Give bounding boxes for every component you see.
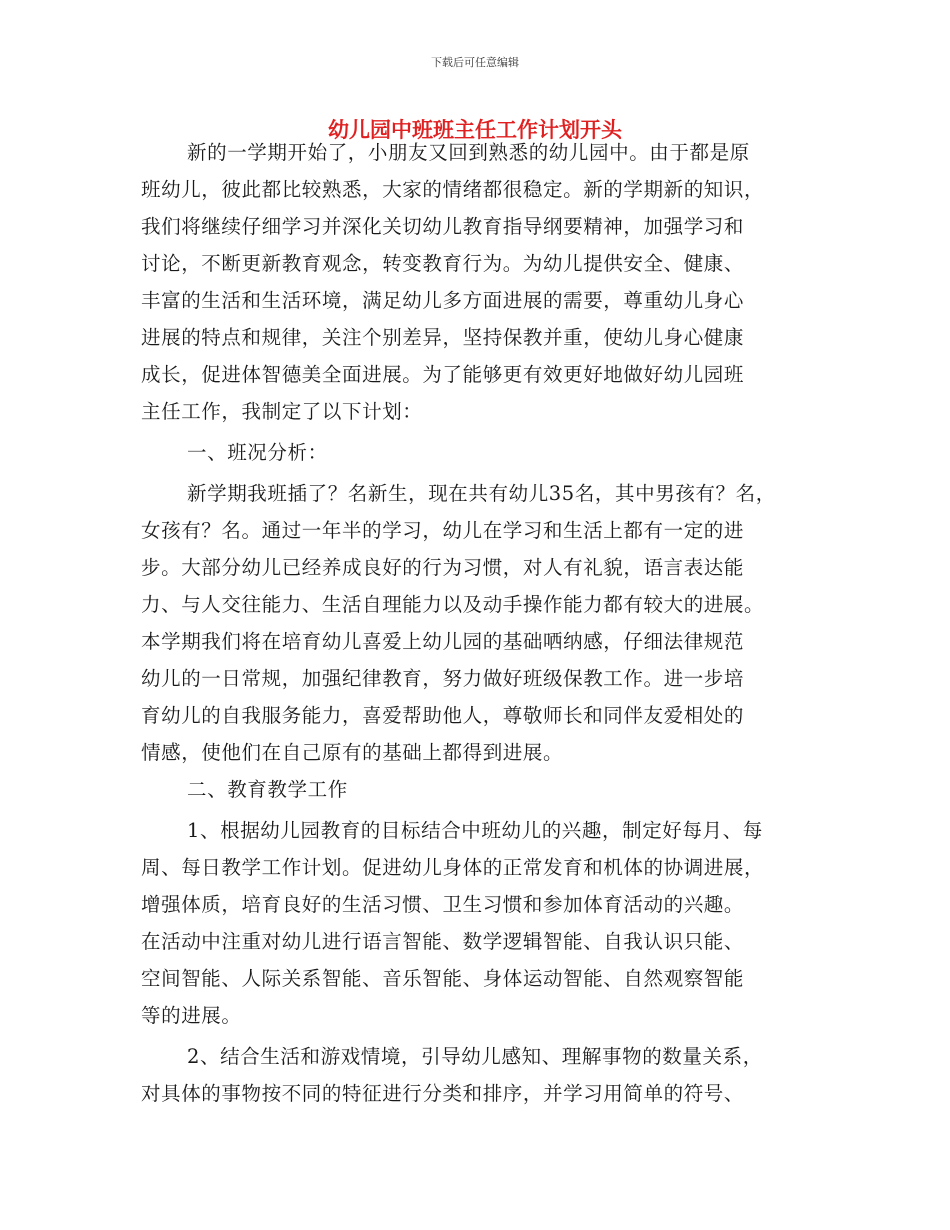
- paragraph-line: 在活动中注重对幼儿进行语言智能、数学逻辑智能、自我认识只能、: [141, 930, 745, 953]
- document-title: 幼儿园中班班主任工作计划开头: [328, 118, 622, 142]
- paragraph-line: 周、每日教学工作计划。促进幼儿身体的正常发育和机体的协调进展，: [141, 856, 765, 879]
- section-heading: 一、班况分析：: [187, 441, 328, 464]
- paragraph-line: 成长，促进体智德美全面进展。为了能够更有效更好地做好幼儿园班: [141, 363, 745, 386]
- paragraph-line: 班幼儿，彼此都比较熟悉，大家的情绪都很稳定。新的学期新的知识，: [141, 178, 765, 201]
- paragraph-line: 进展的特点和规律，关注个别差异，坚持保教并重，使幼儿身心健康: [141, 326, 745, 349]
- paragraph-line: 新学期我班插了？名新生，现在共有幼儿35名，其中男孩有？名，: [187, 482, 776, 505]
- paragraph-line: 增强体质，培育良好的生活习惯、卫生习惯和参加体育活动的兴趣。: [141, 893, 745, 916]
- paragraph-line: 空间智能、人际关系智能、音乐智能、身体运动智能、自然观察智能: [141, 967, 745, 990]
- paragraph-line: 丰富的生活和生活环境，满足幼儿多方面进展的需要，尊重幼儿身心: [141, 289, 745, 312]
- paragraph-line: 1、根据幼儿园教育的目标结合中班幼儿的兴趣，制定好每月、每: [187, 819, 763, 842]
- document-body: [141, 134, 811, 1112]
- paragraph-line: 主任工作，我制定了以下计划：: [141, 400, 423, 423]
- paragraph-line: 步。大部分幼儿已经养成良好的行为习惯，对人有礼貌，语言表达能: [141, 556, 745, 579]
- section-heading: 二、教育教学工作: [187, 778, 348, 801]
- paragraph-line: 育幼儿的自我服务能力，喜爱帮助他人，尊敬师长和同伴友爱相处的: [141, 704, 745, 727]
- paragraph-line: 女孩有？名。通过一年半的学习，幼儿在学习和生活上都有一定的进: [141, 519, 745, 542]
- paragraph-line: 讨论，不断更新教育观念，转变教育行为。为幼儿提供安全、健康、: [141, 252, 745, 275]
- paragraph-line: 新的一学期开始了，小朋友又回到熟悉的幼儿园中。由于都是原: [187, 141, 750, 164]
- paragraph-line: 我们将继续仔细学习并深化关切幼儿教育指导纲要精神，加强学习和: [141, 215, 745, 238]
- paragraph-line: 本学期我们将在培育幼儿喜爱上幼儿园的基础哂纳感，仔细法律规范: [141, 630, 745, 653]
- paragraph-line: 情感，使他们在自己原有的基础上都得到进展。: [141, 741, 564, 764]
- paragraph-line: 幼儿的一日常规，加强纪律教育，努力做好班级保教工作。进一步培: [141, 667, 745, 690]
- header-note: 下载后可任意编辑: [431, 56, 519, 69]
- paragraph-line: 对具体的事物按不同的特征进行分类和排序，并学习用简单的符号、: [141, 1082, 745, 1105]
- paragraph-line: 2、结合生活和游戏情境，引导幼儿感知、理解事物的数量关系，: [187, 1045, 763, 1068]
- paragraph-line: 等的进展。: [141, 1004, 242, 1027]
- paragraph-line: 力、与人交往能力、生活自理能力以及动手操作能力都有较大的进展。: [141, 593, 765, 616]
